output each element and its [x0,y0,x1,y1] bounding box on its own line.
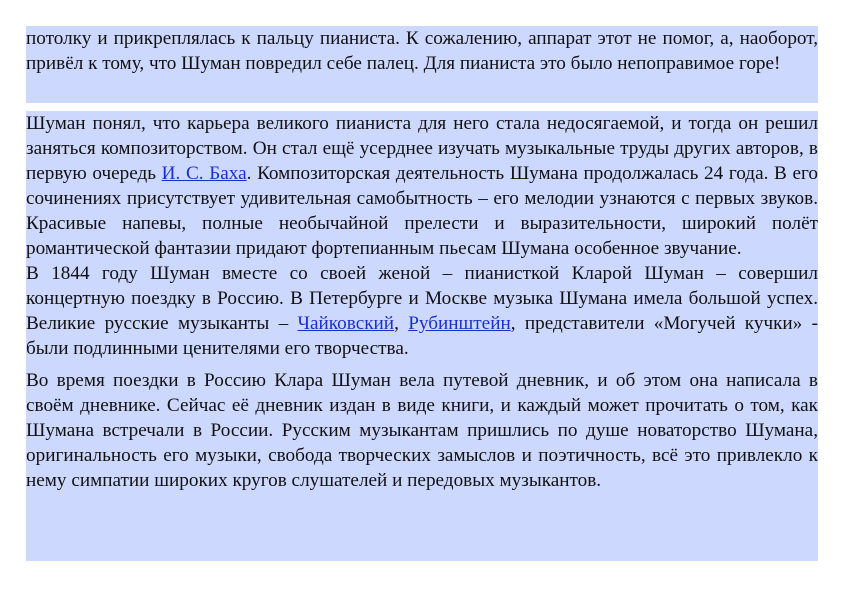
text-block-top [26,26,818,103]
paragraph-3-separator: , [394,313,409,334]
paragraph-2 [26,111,818,261]
paragraph-1: потолку и прикреплялась к пальцу пианиста. К сожалению, аппарат этот не помог, а, наоборот, привёл к тому, что Шуман повредил себе палец. Для пианиста это было непоправимое горе! [26,28,818,74]
paragraph-2-text-end: . Композиторская деятельность Шумана продолжалась 24 года. В его сочинениях присутствует удивительная самобытность – его мелодии узнаются с первых звуков. Красивые напевы, полные необычайной прелести и выразительности, широкий полёт романтической фантазии придают фортепианным пьесам Шумана особенное звучание. [26,163,818,259]
link-bach[interactable]: И. С. Баха [161,163,247,184]
link-tchaikovsky[interactable]: Чайковский [297,313,395,334]
paragraph-2-text-start: Шуман понял, что карьера великого пианиста для него стала недосягаемой, и тогда он решил заняться композиторством. Он стал ещё усерднее изучать музыкальные труды других авторов, в первую очередь [26,113,818,184]
text-block-main [26,111,818,561]
link-rubinstein[interactable]: Рубинштейн [408,313,511,334]
paragraph-3 [26,261,818,361]
paragraph-3-text-end: , представители «Могучей кучки» - были подлинными ценителями его творчества. [26,313,818,359]
paragraph-3-text-start: В 1844 году Шуман вместе со своей женой – пианисткой Кларой Шуман – совершил концертную поездку в Россию. В Петербурге и Москве музыка Шумана имела большой успех. Великие русские музыканты – [26,263,818,334]
paragraph-4: Во время поездки в Россию Клара Шуман вела путевой дневник, и об этом она написала в своём дневнике. Сейчас её дневник издан в виде книги, и каждый может прочитать о том, как Шумана встречали в России. Русским музыкантам пришлись по душе новаторство Шумана, оригинальность его музыки, свобода творческих замыслов и поэтичность, всё это привлекло к нему симпатии широких кругов слушателей и передовых музыкантов. [26,370,818,491]
